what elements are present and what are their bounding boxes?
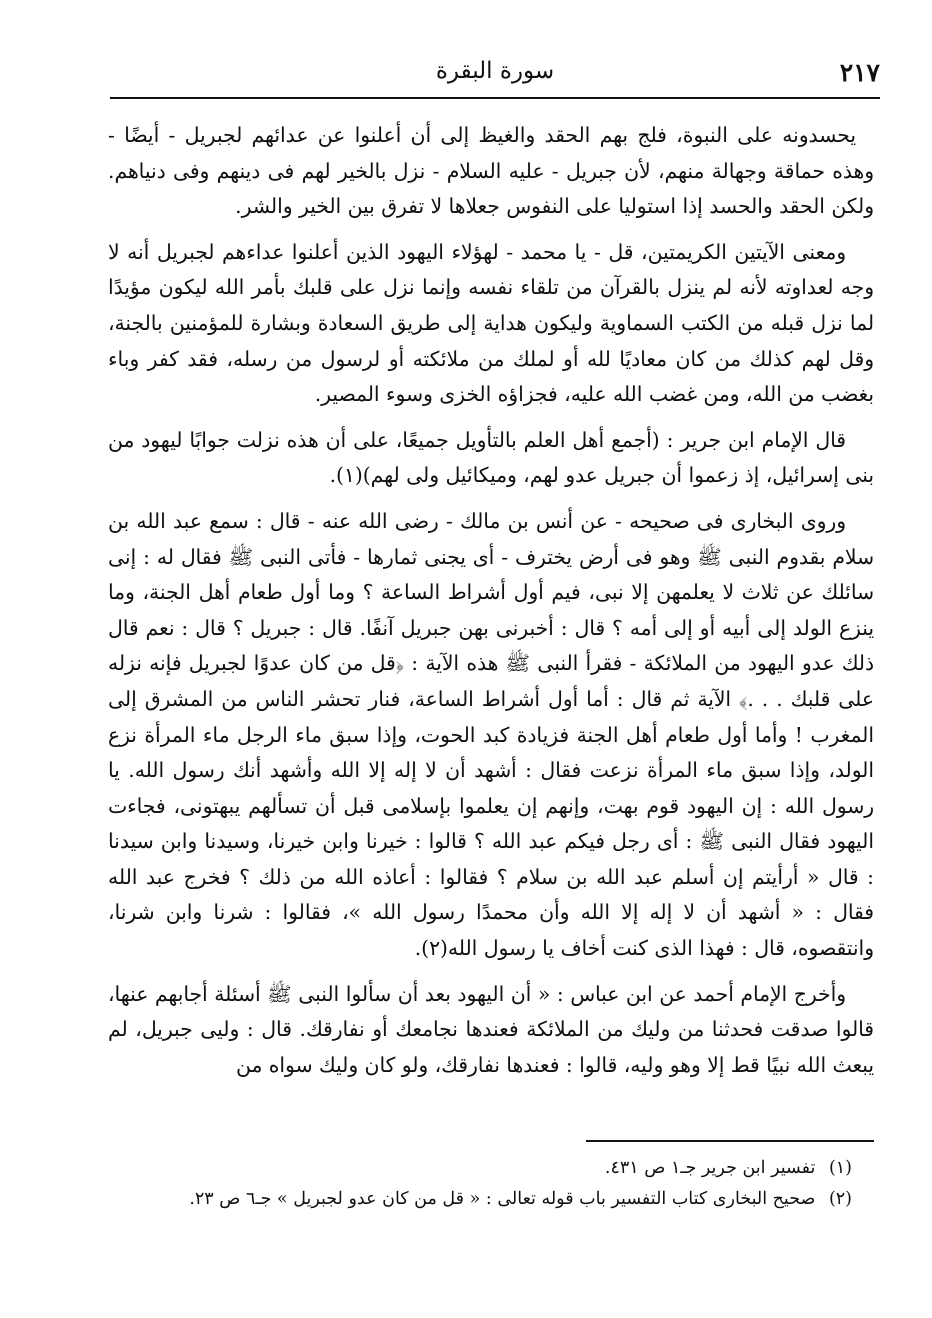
page-header — [110, 52, 880, 92]
main-text — [108, 118, 874, 1093]
footnotes — [108, 1153, 874, 1215]
footnote — [108, 1153, 874, 1184]
paragraph: وأخرج الإمام أحمد عن ابن عباس : « أن اليهود بعد أن سألوا النبى ﷺ أسئلة أجابهم عنها، قالوا صدقت فحدثنا من وليك من الملائكة فعندها نجامعك أو نفارقك. قال : وليى جبريل، لم يبعث الله نبيًا قط إلا وهو وليه، قالوا : فعندها نفارقك، ولو كان وليك سواه من — [108, 981, 874, 1077]
footnote — [108, 1184, 874, 1215]
header-rule — [110, 97, 880, 99]
paragraph: وروى البخارى فى صحيحه - عن أنس بن مالك - رضى الله عنه - قال : سمع عبد الله بن سلام بقدوم النبى ﷺ وهو فى أرض يخترف - أى يجنى ثمارها - فأتى النبى ﷺ فقال له : إنى سائلك عن ثلاث لا يعلمهن إلا نبى، فيم أول أشراط الساعة ؟ وما أول طعام أهل الجنة، وما ينزع الولد إلى أبيه أو إلى أمه ؟ قال : أخبرنى بهن جبريل آنفًا. قال : جبريل ؟ قال : نعم قال ذلك عدو اليهود من الملائكة - فقرأ النبى ﷺ هذه الآية : ﴿قل من كان عدوًا لجبريل فإنه نزله على قلبك . . .﴾ الآية ثم قال : أما أول أشراط الساعة، فنار تحشر الناس من المشرق إلى المغرب ! وأما أول طعام أهل الجنة فزيادة كبد الحوت، وإذا سبق ماء الرجل ماء المرأة نزع الولد، وإذا سبق ماء المرأة نزعت فقال : أشهد أن لا إله إلا الله وأشهد أنك رسول الله. يا رسول الله : إن اليهود قوم بهت، وإنهم إن يعلموا بإسلامى قبل أن تسألهم يبهتونى، فجاءت اليهود فقال النبى ﷺ : أى رجل فيكم عبد الله ؟ قالوا : خيرنا وابن خيرنا، وسيدنا وابن سيدنا : قال « أرأيتم إن أسلم عبد الله بن سلام ؟ فقالوا : أعاذه الله من ذلك ؟ فخرج عبد الله فقال : « أشهد أن لا إله إلا الله وأن محمدًا رسول الله »، فقالوا : شرنا وابن شرنا، وانتقصوه، قال : فهذا الذى كنت أخاف يا رسول الله(٢). — [108, 508, 874, 961]
page-number: ٢١٧ — [839, 58, 880, 87]
paragraph: ومعنى الآيتين الكريمتين، قل - يا محمد - لهؤلاء اليهود الذين أعلنوا عداءهم لجبريل أنه لا وجه لعداوته لأنه لم ينزل بالقرآن من تلقاء نفسه وإنما نزل على قلبك بأمر الله ليكون مؤيدًا لما نزل قبله من الكتب السماوية وليكون هداية إلى طريق السعادة وبشارة للمؤمنين بالجنة، وقل لهم كذلك من كان معاديًا لله أو لملك من ملائكته أو لرسول من رسله، فقد كفر وباء بغضب من الله، ومن غضب الله عليه، فجزاؤه الخزى وسوء المصير. — [108, 239, 874, 407]
surah-title: سورة البقرة — [435, 58, 555, 84]
footnote-text: تفسير ابن جرير جـ١ ص ٤٣١. — [604, 1158, 816, 1178]
footnote-label: (٢) — [828, 1189, 852, 1209]
footnote-text: صحيح البخارى كتاب التفسير باب قوله تعالى : « قل من كان عدو لجبريل » جـ٦ ص ٢٣. — [189, 1189, 816, 1209]
paragraph: يحسدونه على النبوة، فلج بهم الحقد والغيظ إلى أن أعلنوا عن عدائهم لجبريل - أيضًا - وهذه حماقة وجهالة منهم، لأن جبريل - عليه السلام - نزل بالخير لهم فى دينهم وفى دنياهم. ولكن الحقد والحسد إذا استوليا على النفوس جعلاها لا تفرق بين الخير والشر. — [108, 123, 874, 219]
footnote-label: (١) — [828, 1158, 852, 1178]
footnote-divider — [586, 1140, 874, 1142]
paragraph: قال الإمام ابن جرير : (أجمع أهل العلم بالتأويل جميعًا، على أن هذه نزلت جوابًا ليهود من بنى إسرائيل، إذ زعموا أن جبريل عدو لهم، وميكائيل ولى لهم)(١). — [108, 427, 874, 488]
